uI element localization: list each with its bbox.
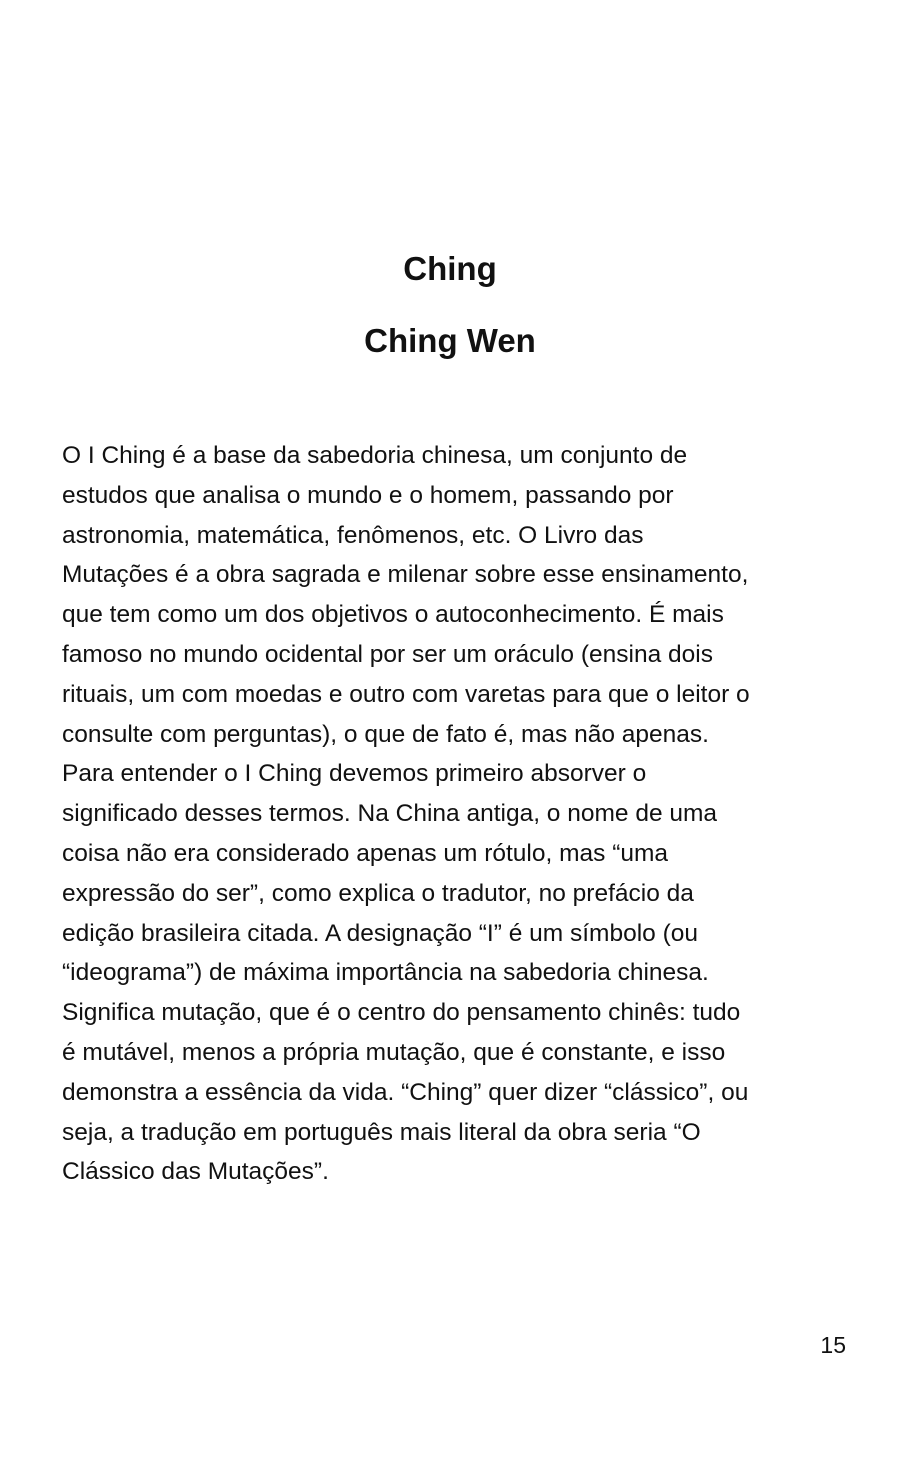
paragraph-line: seja, a tradução em português mais literal da obra seria “O xyxy=(62,1118,701,1146)
paragraph-line: rituais, um com moedas e outro com varetas para que o leitor o xyxy=(62,680,750,708)
paragraph-line: “ideograma”) de máxima importância na sabedoria chinesa. xyxy=(62,959,709,987)
paragraph-line: famoso no mundo ocidental por ser um oráculo (ensina dois xyxy=(62,640,713,668)
paragraph-line: significado desses termos. Na China antiga, o nome de uma xyxy=(62,800,718,828)
page-number: 15 xyxy=(820,1332,846,1358)
paragraph-line: consulte com perguntas), o que de fato é, mas não apenas. xyxy=(62,720,709,748)
paragraph-line: que tem como um dos objetivos o autoconhecimento. É mais xyxy=(62,601,724,629)
paragraph-line: é mutável, menos a própria mutação, que é constante, e isso xyxy=(62,1038,726,1066)
paragraph-line: astronomia, matemática, fenômenos, etc. O Livro das xyxy=(62,521,644,549)
paragraph-line: Mutações é a obra sagrada e milenar sobre esse ensinamento, xyxy=(62,561,749,589)
paragraph-line: Clássico das Mutações”. xyxy=(62,1158,329,1186)
paragraph-line: edição brasileira citada. A designação “I” é um símbolo (ou xyxy=(62,919,698,947)
paragraph-line: Significa mutação, que é o centro do pensamento chinês: tudo xyxy=(62,999,741,1027)
body-paragraph xyxy=(62,436,852,1192)
paragraph-line: demonstra a essência da vida. “Ching” quer dizer “clássico”, ou xyxy=(62,1078,749,1106)
paragraph-line: estudos que analisa o mundo e o homem, passando por xyxy=(62,481,674,509)
page-heading: Ching xyxy=(403,250,497,287)
paragraph-line: Para entender o I Ching devemos primeiro absorver o xyxy=(62,760,647,788)
paragraph-line: coisa não era considerado apenas um rótulo, mas “uma xyxy=(62,839,669,867)
page-subheading: Ching Wen xyxy=(364,322,536,359)
paragraph-line: O I Ching é a base da sabedoria chinesa, um conjunto de xyxy=(62,442,688,469)
paragraph-line: expressão do ser”, como explica o tradutor, no prefácio da xyxy=(62,879,694,907)
